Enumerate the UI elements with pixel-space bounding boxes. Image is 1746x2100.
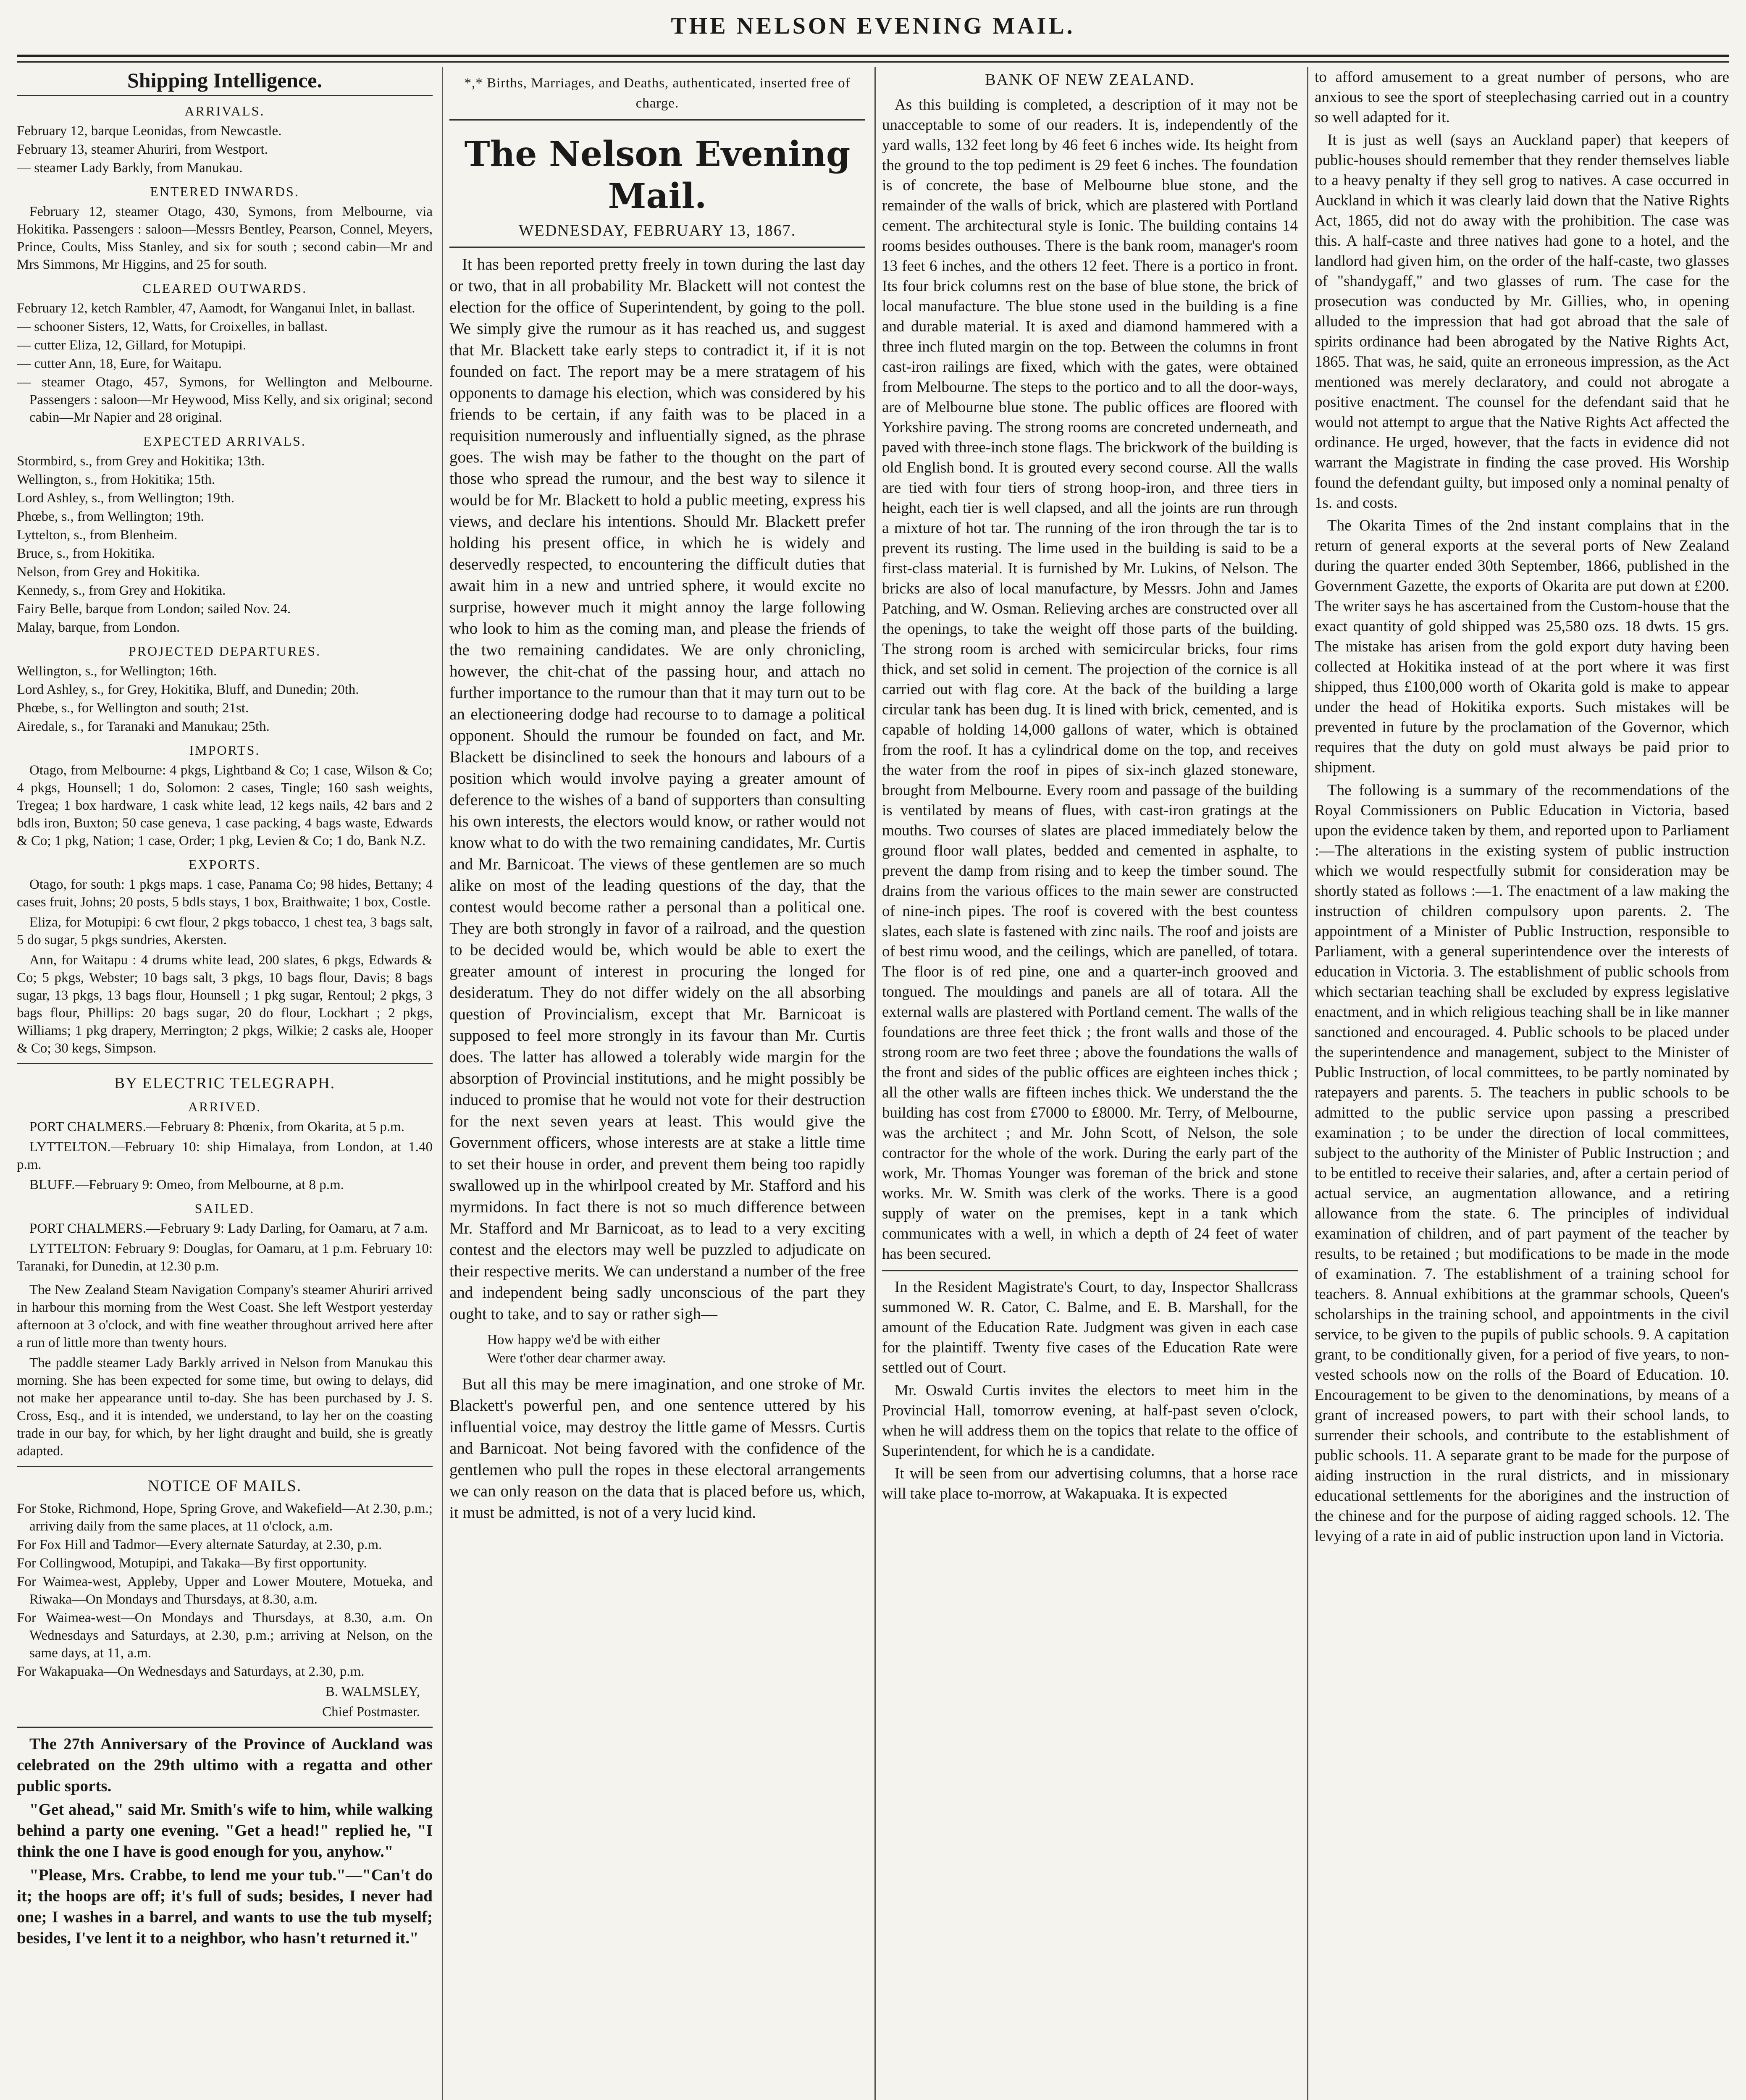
column-3	[882, 67, 1298, 1507]
telegraph-item: LYTTELTON: February 9: Douglas, for Oamaru, at 1 p.m. February 10: Taranaki, for Dunedin, at 12.30 p.m.	[17, 1241, 433, 1274]
column-1	[17, 67, 433, 1951]
list-item: Kennedy, s., from Grey and Hokitika.	[17, 583, 226, 598]
list-item: February 13, steamer Ahuriri, from Westport.	[17, 142, 268, 157]
issue-date: WEDNESDAY, FEBRUARY 13, 1867.	[518, 222, 796, 239]
divider	[17, 1063, 433, 1064]
telegraph-item: BLUFF.—February 9: Omeo, from Melbourne, at 8 p.m.	[29, 1177, 344, 1192]
list-item: Lyttelton, s., from Blenheim.	[17, 528, 178, 543]
expected-list	[17, 452, 433, 636]
news-paragraph: It will be seen from our advertising columns, that a horse race will take place to-morrow, at Wakapuaka. It is expected	[882, 1465, 1298, 1502]
projected-list	[17, 662, 433, 735]
postmaster-title: Chief Postmaster.	[322, 1704, 420, 1719]
mails-heading: NOTICE OF MAILS.	[147, 1477, 302, 1495]
list-item: Lord Ashley, s., from Wellington; 19th.	[17, 491, 234, 506]
list-item: — steamer Lady Barkly, from Manukau.	[17, 160, 243, 176]
cleared-heading: CLEARED OUTWARDS.	[142, 281, 307, 296]
telegraph-item: PORT CHALMERS.—February 8: Phœnix, from Okarita, at 5 p.m.	[29, 1119, 404, 1134]
column-rule	[1307, 67, 1308, 2100]
divider	[449, 119, 865, 121]
exports-text: Ann, for Waitapu : 4 drums white lead, 200 slates, 6 pkgs, Edwards & Co; 5 pkgs, Webster; 10 bags salt, 3 pkgs, 10 bags flour, Davis; 8 bags sugar, 13 pkgs, 13 bags flour, Hounsell ; 1 pkg sugar, Rentoul; 2 pkgs, 3 bags flour, Phillips: 20 bags sugar, 20 do flour, Lockhart ; 2 pkgs, Williams; 1 pkg drapery, Merrington; 2 pkgs, Wilkie; 2 casks ale, Hooper & Co; 30 kegs, Simpson.	[17, 953, 433, 1056]
news-paragraph: "Get ahead," said Mr. Smith's wife to him, while walking behind a party one evening. "Get a head!" replied he, "I think the one I have is good enough for you, anyhow."	[17, 1801, 433, 1861]
list-item: Airedale, s., for Taranaki and Manukau; 25th.	[17, 719, 270, 734]
news-paragraph: The paddle steamer Lady Barkly arrived in Nelson from Manukau this morning. She has been expected for some time, but owing to delays, did not make her appearance until to-day. She has been purchased by J. S. Cross, Esq., and it is intended, we understand, to lay her on the coasting trade in our bay, for which, by her light draught and build, she is greatly adapted.	[17, 1355, 433, 1459]
news-paragraph: The following is a summary of the recommendations of the Royal Commissioners on Public Education in Victoria, based upon the evidence taken by them, and reported upon to Parliament :—The alterations in the existing system of public instruction which we would respectfully submit for consideration may be shortly stated as follows :—1. The enactment of a law making the instruction of children compulsory upon parents. 2. The appointment of a Minister of Public Instruction, responsible to Parliament, with a general superintendence over the interests of education in Victoria. 3. The establishment of public schools from which sectarian teaching shall be excluded by express legislative enactment, and in which religious teaching shall be in like manner sanctioned and encouraged. 4. Public schools to be placed under the superintendence and management, subject to the Minister of Public Instruction, of local committees, to be partly nominated by ratepayers and parents. 5. The teachers in public schools to be admitted to the public service upon passing a prescribed examination ; to be under the direction of local committees, subject to the authority of the Minister of Public Instruction ; and to be entitled to receive their salaries, and, after a certain period of actual service, an augmentation allowance, and a retiring allowance from the state. 6. The principles of individual examination of children, and of part payment of the teacher by results, to be retained ; but modifications to be made in the mode of examination. 7. The establishment of a training school for teachers. 8. Annual exhibitions at the grammar schools, Queen's scholarships in the training school, and appointments in the civil service, to be given to the pupils of public schools. 9. A capitation grant, to be conditionally given, for a period of five years, to non-vested schools now on the rolls of the Board of Education. 10. Encouragement to be given to the denominations, by means of a grant of increased powers, to part with their school lands, to surrender their schools, and contribute to the establishment of public schools. 11. A separate grant to be made for the purpose of aiding instruction in the rural districts, and in missionary educational settlements for the aborigines and the instruction of the chinese and for the purpose of aiding ragged schools. 12. The levying of a rate in aid of public instruction upon land in Victoria.	[1315, 782, 1729, 1545]
tel-sailed-heading: SAILED.	[194, 1201, 255, 1216]
list-item: For Stoke, Richmond, Hope, Spring Grove, and Wakefield—At 2.30, p.m.; arriving daily from the same places, at 11 o'clock, a.m.	[17, 1501, 433, 1534]
news-paragraph: The New Zealand Steam Navigation Company's steamer Ahuriri arrived in harbour this morning from the West Coast. She left Westport yesterday afternoon at 3 o'clock, and with fine weather throughout arrived here after a run of little more than twenty hours.	[17, 1282, 433, 1350]
list-item: Nelson, from Grey and Hokitika.	[17, 564, 200, 580]
list-item: Phœbe, s., from Wellington; 19th.	[17, 509, 204, 524]
exports-heading: EXPORTS.	[188, 857, 261, 872]
mails-list	[17, 1500, 433, 1680]
cleared-list	[17, 299, 433, 426]
verse-line: How happy we'd be with either	[487, 1332, 660, 1347]
verse-line: Were t'other dear charmer away.	[487, 1351, 666, 1366]
paper-title: The Nelson Evening Mail.	[464, 134, 851, 216]
news-paragraph: As this building is completed, a description of it may not be unacceptable to some of our readers. It is, independently of the yard walls, 132 feet long by 46 feet 6 inches wide. Its height from the ground to the top pediment is 29 feet 6 inches. The foundation is of concrete, the base of Melbourne blue stone, and the remainder of the walls of brick, which are plastered with Portland cement. The architectural style is Ionic. The building contains 14 rooms besides outhouses. There is the bank room, manager's room 13 feet 6 inches, and the others 12 feet. There is a portico in front. Its four brick columns rest on the base of blue stone, the brick of local manufacture. The blue stone used in the building is a fine and durable material. It is axed and diamond hammered with a three inch fluted margin on the top. Between the columns in front cast-iron railings are fixed, which with the gates, were obtained from Melbourne. The steps to the portico and to all the door-ways, are of Melbourne blue stone. The public offices are floored with Yorkshire paving. The strong rooms are concreted underneath, and paved with three-inch stone flags. The brickwork of the building is old English bond. It is grouted every second course. All the walls are tied with four tiers of strong hoop-iron, and three tiers in height, each tier is well clapsed, and all the joints are run through a mixture of hot tar. The running of the iron through the tar is to prevent its rusting. The lime used in the building is said to be a first-class material. It is furnished by Mr. Lukins, of Nelson. The bricks are also of local manufacture, by Messrs. John and James Patching, and W. Osman. Relieving arches are constructed over all the openings, to take the weight off those parts of the building. The strong room is arched with semicircular bricks, four rims thick, and set solid in cement. The projection of the cornice is all carried out with flag core. At the back of the building a large circular tank has been dug. It is lined with brick, cemented, and is capable of holding 14,000 gallons of water, which is obtained from the roof. It has a cylindrical dome on the top, and receives the water from the roof in pipes of six-inch glazed stoneware, brought from Melbourne. Every room and passage of the building is ventilated by means of flues, with cast-iron gratings at the mouths. Two courses of slates are placed immediately below the ground floor wall plates, bedded and cemented in asphalte, to prevent the damp from rising and to keep the timber sound. The drains from the various offices to the main sewer are constructed of nine-inch pipes. The roof is covered with the best countess slates, each slate is fastened with zinc nails. The roof and joists are of best rimu wood, and the ceilings, which are panelled, of totara. The floor is of red pine, one and a quarter-inch grooved and tongued. The mouldings and panels are all of totara. All the external walls are plastered with Portland cement. The walls of the foundations are three feet thick ; the front walls and those of the strong room are two feet three ; above the foundations the walls of the front and sides of the public offices are eighteen inches thick ; all the other walls are fifteen inches thick. We understand the the building has cost from £7000 to £8000. Mr. Terry, of Melbourne, was the architect ; and Mr. John Scott, of Nelson, the sole contractor for the whole of the work. During the early part of the work, Mr. Thomas Younger was foreman of the brick and stone works. Mr. W. Smith was clerk of the works. There is a good supply of water on the premises, kept in a tank which communicates with a well, in which a depth of 24 feet of water has been secured.	[882, 96, 1298, 1263]
news-paragraph: Mr. Oswald Curtis invites the electors to meet him in the Provincial Hall, tomorrow evening, at half-past seven o'clock, when he will address them on the topics that relate to the office of Superintendent, for which he is a candidate.	[882, 1382, 1298, 1460]
list-item: Wellington, s., from Hokitika; 15th.	[17, 472, 215, 487]
list-item: For Collingwood, Motupipi, and Takaka—By first opportunity.	[17, 1556, 367, 1571]
imports-heading: IMPORTS.	[189, 743, 260, 758]
editorial-paragraph: It has been reported pretty freely in town during the last day or two, that in all probability Mr. Blackett will not contest the election for the office of Superintendent, by going to the poll. We simply give the rumour as it has reached us, and suggest that Mr. Blackett take early steps to contradict it, if it is not founded on fact. The report may be a mere stratagem of his opponents to damage his election, which was considered by his friends to be certain, if any faith was to be placed in a requisition numerously and influentially signed, as the phrase goes. The wish may be father to the thought on the part of those who spread the rumour, and the best way to silence it would be for Mr. Blackett to hold a public meeting, express his views, and declare his intentions. Should Mr. Blackett prefer holding his present office, in which he is widely and deservedly respected, to encountering the difficult duties that await him in a new and untried sphere, it would excite no surprise, however much it might annoy the large following who look to him as the coming man, and please the friends of the two remaining candidates. We are only chronicling, however, the chit-chat of the passing hour, and attach no further importance to the rumour than that it may turn out to be an electioneering dodge had recourse to to damage a political opponent. Should the rumour be founded on fact, and Mr. Blackett be disinclined to seek the honours and labours of a position which would involve paying a greater amount of deference to the wishes of a band of supporters than consulting his own interests, the electors would know, or rather would not know what to do with the two remaining candidates, Mr. Curtis and Mr. Barnicoat. The views of these gentlemen are so much alike on most of the leading questions of the day, that the contest would become rather a personal than a political one. They are both strongly in favor of a railroad, and the question to be decided would be, which would be able to exert the greater amount of interest in procuring the longed for desideratum. They do not differ widely on the all absorbing question of Provincialism, except that Mr. Barnicoat is supposed to feel more strongly in its favour than Mr. Curtis does. The latter has allowed a tolerably wide margin for the absorption of Provincial institutions, and he might possibly be induced to promise that he would not vote for their destruction for the next seven years at least. This would give the Government officers, whose interests are at stake a little time to set their house in order, and prevent them being too rapidly swallowed up in the whirlpool created by Mr. Stafford and his myrmidons. In fact there is not so much difference between Mr. Stafford and Mr Barnicoat, as to lead to a very exciting contest and the electors may well be puzzled to adjudicate on their respective merits. We can understand a number of the free and independent being sadly unconscious of the part they ought to take, and to say or rather sigh—	[449, 255, 865, 1323]
expected-heading: EXPECTED ARRIVALS.	[143, 433, 306, 449]
arrivals-heading: ARRIVALS.	[184, 103, 265, 118]
list-item: Lord Ashley, s., for Grey, Hokitika, Bluff, and Dunedin; 20th.	[17, 682, 359, 697]
list-item: — cutter Ann, 18, Eure, for Waitapu.	[17, 356, 222, 371]
list-item: Fairy Belle, barque from London; sailed Nov. 24.	[17, 601, 291, 617]
editorial	[449, 254, 865, 1523]
list-item: For Waimea-west—On Mondays and Thursdays, at 8.30, a.m. On Wednesdays and Saturdays, at 2.30, p.m.; arriving at Nelson, on the same days, at 11, a.m.	[17, 1610, 433, 1661]
divider	[882, 1270, 1298, 1271]
divider	[17, 1727, 433, 1728]
entered-heading: ENTERED INWARDS.	[150, 184, 299, 199]
exports-text: Otago, for south: 1 pkgs maps. 1 case, Panama Co; 98 hides, Bettany; 4 cases fruit, Johns; 20 posts, 5 bdls stays, 1 box, Braithwaite; 1 box, Costle.	[17, 877, 433, 910]
arrivals-list	[17, 122, 433, 177]
list-item: Phœbe, s., for Wellington and south; 21st.	[17, 701, 249, 716]
telegraph-heading: BY ELECTRIC TELEGRAPH.	[114, 1074, 336, 1092]
list-item: Bruce, s., from Hokitika.	[17, 546, 155, 561]
exports-text: Eliza, for Motupipi: 6 cwt flour, 2 pkgs tobacco, 1 chest tea, 3 bags salt, 5 do sugar, 5 pkgs sundries, Akersten.	[17, 915, 433, 948]
masthead: THE NELSON EVENING MAIL.	[671, 13, 1075, 39]
list-item: For Wakapuaka—On Wednesdays and Saturdays, at 2.30, p.m.	[17, 1664, 365, 1679]
column-rule	[874, 67, 876, 2100]
list-item: Malay, barque, from London.	[17, 620, 180, 635]
news-paragraph: The Okarita Times of the 2nd instant complains that in the return of general exports at the several ports of New Zealand during the quarter ended 30th September, 1866, published in the Government Gazette, the exports of Okarita are put down at £200. The writer says he has ascertained from the Custom-house that the exact quantity of gold shipped was 25,580 ozs. 18 dwts. 15 grs. The mistake has arisen from the gold export duty having been collected at Hokitika instead of at the port where it was first shipped, thus £100,000 worth of Okarita gold is make to appear under the head of Hokitika exports. Such mistakes will be prevented in future by the proclamation of the Governor, which requires that the duty on gold must always be paid prior to shipment.	[1315, 517, 1729, 776]
news-paragraph: In the Resident Magistrate's Court, to day, Inspector Shallcrass summoned W. R. Cator, C. Balme, and E. B. Marshall, for the amount of the Education Rate. Judgment was given in each case for the plaintiff. Twenty five cases of the Education Rate were settled out of Court.	[882, 1278, 1298, 1376]
bold-paragraphs	[17, 1734, 433, 1949]
column-rule	[442, 67, 443, 2100]
list-item: — steamer Otago, 457, Symons, for Wellington and Melbourne. Passengers : saloon—Mr Heywood, Miss Kelly, and six original; second cabin—Mr Napier and 28 original.	[17, 375, 433, 425]
postmaster-name: B. WALMSLEY,	[325, 1684, 420, 1699]
news-paragraph: The 27th Anniversary of the Province of Auckland was celebrated on the 29th ultimo with a regatta and other public sports.	[17, 1735, 433, 1795]
list-item: For Waimea-west, Appleby, Upper and Lower Moutere, Motueka, and Riwaka—On Mondays and Thursdays, at 8.30, a.m.	[17, 1574, 433, 1607]
telegraph-item: LYTTELTON.—February 10: ship Himalaya, from London, at 1.40 p.m.	[17, 1139, 433, 1172]
shipping-heading: Shipping Intelligence.	[127, 68, 322, 92]
column-2	[449, 67, 865, 1523]
notice-line: *,* Births, Marriages, and Deaths, authenticated, inserted free of charge.	[464, 76, 851, 111]
divider	[17, 95, 433, 96]
list-item: For Fox Hill and Tadmor—Every alternate Saturday, at 2.30, p.m.	[17, 1537, 382, 1552]
divider	[449, 247, 865, 248]
projected-heading: PROJECTED DEPARTURES.	[128, 643, 321, 659]
list-item: February 12, ketch Rambler, 47, Aamodt, for Wanganui Inlet, in ballast.	[17, 301, 415, 316]
news-paragraph: "Please, Mrs. Crabbe, to lend me your tub."—"Can't do it; the hoops are off; it's full of suds; besides, I never had one; I washes in a barrel, and wants to use the tub myself; besides, I've lent it to a neighbor, who hasn't returned it."	[17, 1866, 433, 1947]
news-paragraph: to afford amusement to a great number of persons, who are anxious to see the sport of steeplechasing carried out in a country so well adapted for it.	[1315, 68, 1729, 126]
list-item: — cutter Eliza, 12, Gillard, for Motupipi.	[17, 338, 247, 353]
bank-heading: BANK OF NEW ZEALAND.	[985, 71, 1195, 89]
editorial-paragraph: But all this may be mere imagination, and one stroke of Mr. Blackett's powerful pen, and one sentence uttered by his influential voice, may destroy the little game of Messrs. Curtis and Barnicoat. Not being favored with the confidence of the gentlemen who pull the ropes in these electoral arrangements we can only reason on the data that is placed before us, which, it must be admitted, is not of a very lucid kind.	[449, 1375, 865, 1522]
news-paragraph: It is just as well (says an Auckland paper) that keepers of public-houses should remember that they render themselves liable to a heavy penalty if they sell grog to natives. A case occurred in Auckland in which it was clearly laid down that the Native Rights Act, 1865, did not do away with the prohibition. The case was this. A half-caste and three natives had gone to a hotel, and the landlord had given him, on the order of the half-caste, two glasses of "shandygaff," and two glasses of rum. The case for the prosecution was conducted by Mr. Gillies, who, in opening alluded to the impression that had got abroad that the sale of spirits ordinance had been abrogated by the Native Rights Act, 1865. That was, he said, quite an erroneous impression, as the Act mentioned was merely declaratory, and could not abrogate a positive enactment. The counsel for the defendant said that he would not attempt to argue that the Native Rights Act affected the ordinance. He urged, however, that the facts in evidence did not warrant the Magistrate in finding the case proved. His Worship found the defendant guilty, but imposed only a nominal penalty of 1s. and costs.	[1315, 131, 1729, 512]
tel-arrived-heading: ARRIVED.	[188, 1099, 262, 1114]
telegraph-item: PORT CHALMERS.—February 9: Lady Darling, for Oamaru, at 7 a.m.	[29, 1221, 428, 1236]
list-item: February 12, barque Leonidas, from Newcastle.	[17, 123, 282, 139]
entered-text: February 12, steamer Otago, 430, Symons, from Melbourne, via Hokitika. Passengers : saloon—Messrs Bentley, Pearson, Connel, Meyers, Prince, Coults, Miss Stanley, and six for south ; second cabin—Mr and Mrs Simmons, Mr Higgins, and 25 for south.	[17, 204, 433, 272]
list-item: Stormbird, s., from Grey and Hokitika; 13th.	[17, 454, 265, 469]
masthead-rule	[17, 55, 1729, 63]
column-4	[1315, 67, 1729, 1549]
list-item: — schooner Sisters, 12, Watts, for Croixelles, in ballast.	[17, 319, 328, 334]
divider	[17, 1466, 433, 1467]
list-item: Wellington, s., for Wellington; 16th.	[17, 664, 217, 679]
imports-text: Otago, from Melbourne: 4 pkgs, Lightband & Co; 1 case, Wilson & Co; 4 pkgs, Hounsell; 1 do, Solomon: 2 cases, Tingle; 160 sash weights, Tregea; 1 box hardware, 1 cask white lead, 12 kegs nails, 42 bars and 2 bdls iron, Buxton; 50 case geneva, 1 case packing, 4 bags waste, Edwards & Co; 1 pkg, Nation; 1 case, Order; 1 pkg, Levien & Co; 1 do, Bank N.Z.	[17, 763, 433, 848]
verse	[487, 1331, 865, 1368]
